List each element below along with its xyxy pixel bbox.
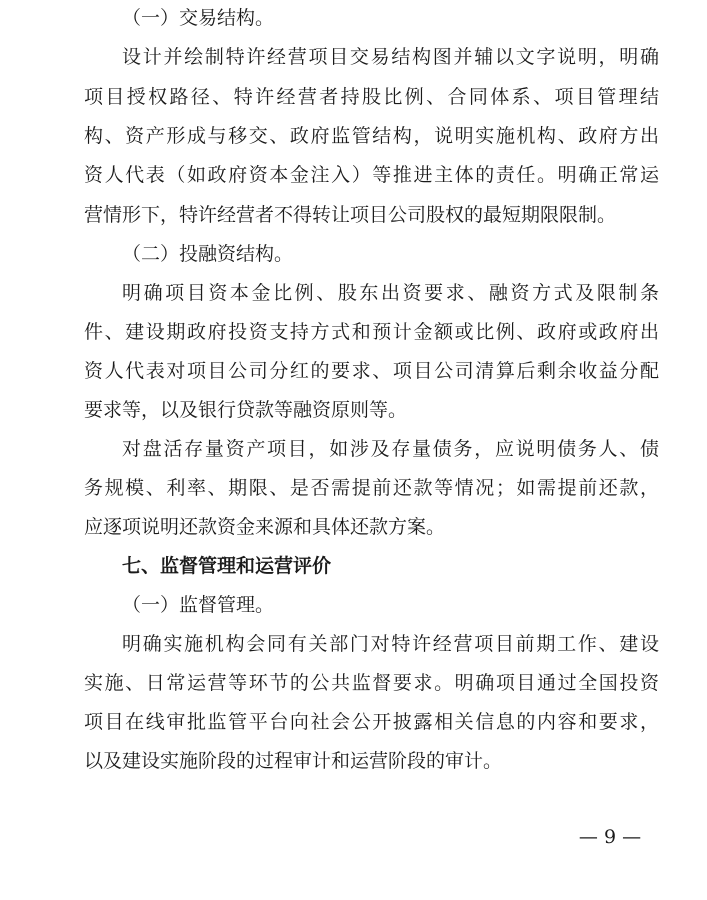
paragraph-line: 项目在线审批监管平台向社会公开披露相关信息的内容和要求， bbox=[84, 711, 659, 733]
paragraph-line: 资人代表对项目公司分红的要求、项目公司清算后剩余收益分配 bbox=[84, 360, 659, 382]
subsection-heading-financing-structure: （二）投融资结构。 bbox=[122, 243, 294, 265]
paragraph-line: 明确实施机构会同有关部门对特许经营项目前期工作、建设 bbox=[122, 633, 659, 655]
paragraph-line: 项目授权路径、特许经营者持股比例、合同体系、项目管理结 bbox=[84, 86, 659, 108]
paragraph-line: 营情形下，特许经营者不得转让项目公司股权的最短期限限制。 bbox=[84, 204, 617, 226]
paragraph-line: 设计并绘制特许经营项目交易结构图并辅以文字说明，明确 bbox=[122, 46, 659, 68]
paragraph-line: 以及建设实施阶段的过程审计和运营阶段的审计。 bbox=[84, 750, 503, 772]
section-heading-supervision: 七、监督管理和运营评价 bbox=[122, 555, 332, 577]
paragraph-line: 资人代表（如政府资本金注入）等推进主体的责任。明确正常运 bbox=[84, 164, 659, 186]
paragraph-line: 应逐项说明还款资金来源和具体还款方案。 bbox=[84, 516, 446, 538]
paragraph-line: 件、建设期政府投资支持方式和预计金额或比例、政府或政府出 bbox=[84, 321, 659, 343]
page-number: — 9 — bbox=[578, 826, 642, 848]
paragraph-line: 对盘活存量资产项目，如涉及存量债务，应说明债务人、债 bbox=[122, 438, 659, 460]
paragraph-line: 实施、日常运营等环节的公共监督要求。明确项目通过全国投资 bbox=[84, 672, 659, 694]
paragraph-line: 明确项目资本金比例、股东出资要求、融资方式及限制条 bbox=[122, 282, 659, 304]
subsection-heading-transaction-structure: （一）交易结构。 bbox=[122, 7, 275, 29]
paragraph-line: 要求等，以及银行贷款等融资原则等。 bbox=[84, 399, 408, 421]
paragraph-line: 构、资产形成与移交、政府监管结构，说明实施机构、政府方出 bbox=[84, 125, 659, 147]
paragraph-line: 务规模、利率、期限、是否需提前还款等情况；如需提前还款， bbox=[84, 477, 659, 499]
subsection-heading-supervision-management: （一）监督管理。 bbox=[122, 594, 275, 616]
